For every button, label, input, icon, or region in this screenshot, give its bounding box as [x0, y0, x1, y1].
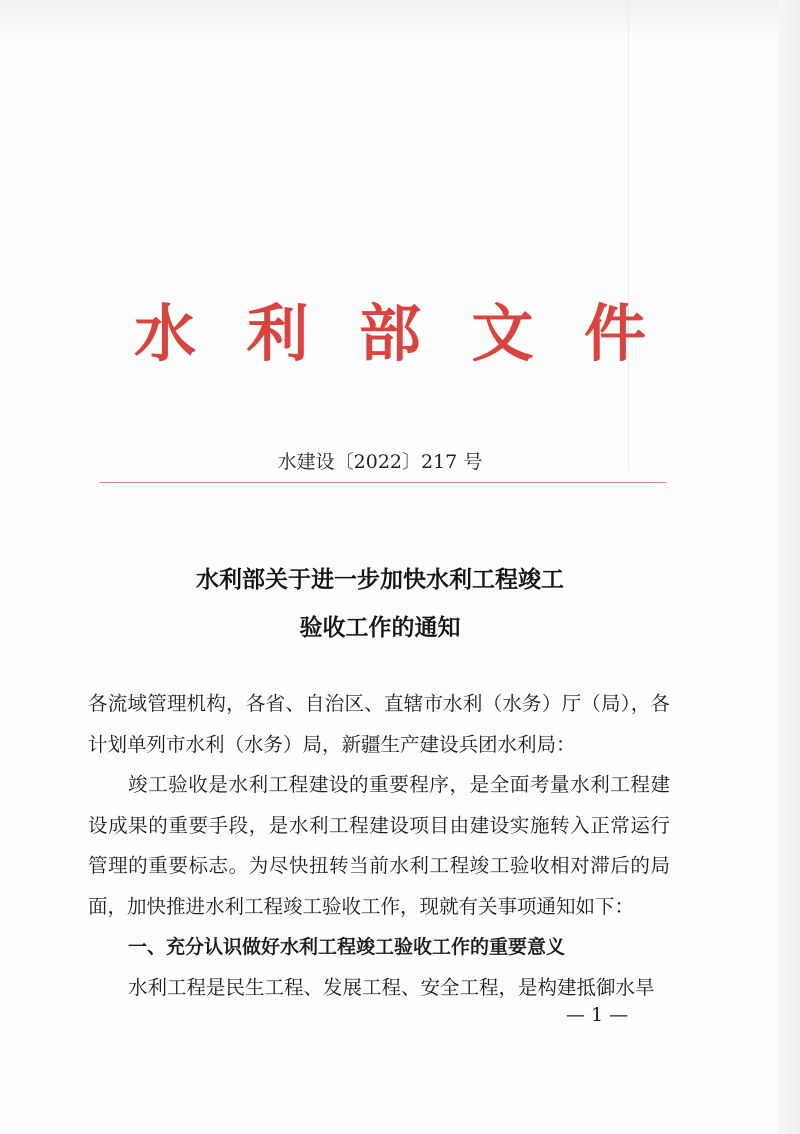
document-title-line-2: 验收工作的通知 [299, 615, 461, 641]
paragraph: 竣工验收是水利工程建设的重要程序，是全面考量水利工程建设成果的重要手段，是水利工程建设项目由建设实施转入正常运行管理的重要标志。为尽快扭转当前水利工程竣工验收相对滞后的局面，加快推进水利工程竣工验收工作，现就有关事项通知如下： [88, 773, 670, 918]
document-number: 水建设〔2022〕217 号 [277, 451, 483, 473]
header-char: 利 [246, 296, 309, 370]
document-body [88, 684, 670, 1008]
header-char: 部 [358, 296, 421, 370]
paper-fold-line [628, 0, 629, 470]
document-title-line-1: 水利部关于进一步加快水利工程竣工 [196, 567, 564, 593]
header-char: 文 [471, 296, 534, 370]
document-title [0, 556, 760, 652]
scan-shadow-top [0, 0, 800, 40]
header-char: 水 [133, 296, 196, 370]
red-divider-line [100, 482, 666, 483]
page-number: — 1 — [566, 1004, 629, 1026]
red-header-title [130, 288, 650, 368]
scan-shadow-right [778, 0, 800, 1134]
header-char: 件 [583, 296, 646, 370]
section-heading: 一、充分认识做好水利工程竣工验收工作的重要意义 [128, 936, 566, 958]
paragraph: 水利工程是民生工程、发展工程、安全工程，是构建抵御水旱 [128, 975, 655, 999]
salutation: 各流域管理机构，各省、自治区、直辖市水利（水务）厅（局），各计划单列市水利（水务）局，新疆生产建设兵团水利局： [88, 692, 670, 756]
